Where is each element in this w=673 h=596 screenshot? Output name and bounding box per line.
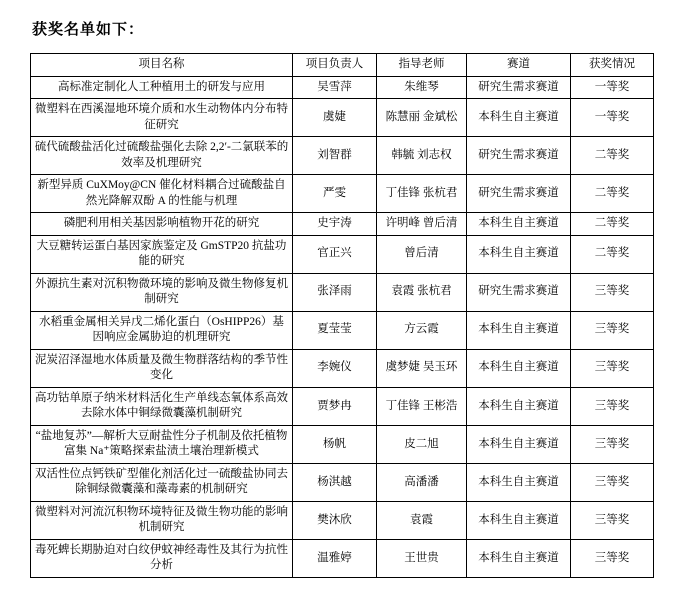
cell-track: 本科生自主赛道 [467, 501, 571, 539]
cell-leader: 严雯 [293, 175, 377, 213]
table-row [31, 463, 654, 501]
cell-teacher: 陈慧丽 金斌松 [377, 99, 467, 137]
table-row [31, 99, 654, 137]
cell-project: 高标准定制化人工种植用土的研发与应用 [31, 76, 293, 99]
cell-track: 本科生自主赛道 [467, 311, 571, 349]
cell-project: 双活性位点钙铁矿型催化剂活化过一硫酸盐协同去除铜绿微囊藻和藻毒素的机制研究 [31, 463, 293, 501]
cell-track: 本科生自主赛道 [467, 349, 571, 387]
table-header [31, 54, 654, 77]
cell-track: 本科生自主赛道 [467, 539, 571, 577]
cell-project: 毒死蜱长期胁迫对白纹伊蚊神经毒性及其行为抗性分析 [31, 539, 293, 577]
cell-prize: 三等奖 [571, 539, 654, 577]
cell-track: 本科生自主赛道 [467, 235, 571, 273]
cell-track: 本科生自主赛道 [467, 387, 571, 425]
cell-leader: 温雅婷 [293, 539, 377, 577]
cell-leader: 杨淇越 [293, 463, 377, 501]
cell-prize: 二等奖 [571, 175, 654, 213]
cell-prize: 三等奖 [571, 311, 654, 349]
cell-prize: 三等奖 [571, 425, 654, 463]
cell-prize: 二等奖 [571, 213, 654, 236]
cell-teacher: 王世贵 [377, 539, 467, 577]
table-row [31, 387, 654, 425]
cell-leader: 吴雪萍 [293, 76, 377, 99]
cell-leader: 樊沐欣 [293, 501, 377, 539]
table-row [31, 76, 654, 99]
column-header-teacher: 指导老师 [377, 54, 467, 77]
table-row [31, 349, 654, 387]
cell-project: 水稻重金属相关异戊二烯化蛋白（OsHIPP26）基因响应金属胁迫的机理研究 [31, 311, 293, 349]
cell-track: 研究生需求赛道 [467, 273, 571, 311]
cell-track: 本科生自主赛道 [467, 425, 571, 463]
cell-project: 泥炭沼泽湿地水体质量及微生物群落结构的季节性变化 [31, 349, 293, 387]
cell-teacher: 许明峰 曾后清 [377, 213, 467, 236]
table-row [31, 311, 654, 349]
table-row [31, 175, 654, 213]
cell-leader: 官正兴 [293, 235, 377, 273]
cell-teacher: 曾后清 [377, 235, 467, 273]
cell-prize: 一等奖 [571, 76, 654, 99]
cell-track: 本科生自主赛道 [467, 463, 571, 501]
cell-project: 高功钴单原子纳米材料活化生产单线态氧体系高效去除水体中铜绿微囊藻机制研究 [31, 387, 293, 425]
cell-prize: 一等奖 [571, 99, 654, 137]
cell-project: 微塑料在西溪湿地环境介质和水生动物体内分布特征研究 [31, 99, 293, 137]
cell-track: 研究生需求赛道 [467, 76, 571, 99]
table-row [31, 501, 654, 539]
cell-teacher: 韩毓 刘志权 [377, 137, 467, 175]
cell-teacher: 丁佳锋 王彬浩 [377, 387, 467, 425]
cell-project: 磷肥利用相关基因影响植物开花的研究 [31, 213, 293, 236]
cell-teacher: 丁佳锋 张杭君 [377, 175, 467, 213]
cell-leader: 史宇涛 [293, 213, 377, 236]
cell-leader: 夏莹莹 [293, 311, 377, 349]
column-header-prize: 获奖情况 [571, 54, 654, 77]
cell-track: 研究生需求赛道 [467, 175, 571, 213]
column-header-project: 项目名称 [31, 54, 293, 77]
table-row [31, 213, 654, 236]
cell-prize: 二等奖 [571, 137, 654, 175]
cell-project: 新型异质 CuXMoy@CN 催化材料耦合过硫酸盐自然光降解双酚 A 的性能与机理 [31, 175, 293, 213]
cell-teacher: 方云霞 [377, 311, 467, 349]
column-header-leader: 项目负责人 [293, 54, 377, 77]
column-header-track: 赛道 [467, 54, 571, 77]
cell-teacher: 袁霞 张杭君 [377, 273, 467, 311]
cell-teacher: 皮二旭 [377, 425, 467, 463]
table-row [31, 273, 654, 311]
cell-project: 硫代硫酸盐活化过硫酸盐强化去除 2,2′-二氯联苯的效率及机理研究 [31, 137, 293, 175]
cell-prize: 三等奖 [571, 463, 654, 501]
cell-project: 微塑料对河流沉积物环境特征及微生物功能的影响机制研究 [31, 501, 293, 539]
cell-leader: 张泽雨 [293, 273, 377, 311]
table-row [31, 137, 654, 175]
award-list-table [30, 53, 654, 578]
cell-track: 研究生需求赛道 [467, 137, 571, 175]
table-row [31, 539, 654, 577]
cell-project: 外源抗生素对沉积物微环境的影响及微生物修复机制研究 [31, 273, 293, 311]
table-body [31, 76, 654, 577]
page-title: 获奖名单如下： [32, 22, 145, 38]
cell-teacher: 虞梦婕 吴玉环 [377, 349, 467, 387]
cell-project: 大豆糖转运蛋白基因家族鉴定及 GmSTP20 抗盐功能的研究 [31, 235, 293, 273]
cell-leader: 刘智群 [293, 137, 377, 175]
cell-track: 本科生自主赛道 [467, 213, 571, 236]
cell-prize: 三等奖 [571, 349, 654, 387]
cell-teacher: 袁霞 [377, 501, 467, 539]
cell-leader: 杨帆 [293, 425, 377, 463]
cell-teacher: 高潘潘 [377, 463, 467, 501]
table-header-row [31, 54, 654, 77]
cell-prize: 三等奖 [571, 273, 654, 311]
table-row [31, 235, 654, 273]
cell-teacher: 朱维琴 [377, 76, 467, 99]
cell-leader: 虞婕 [293, 99, 377, 137]
cell-prize: 二等奖 [571, 235, 654, 273]
cell-prize: 三等奖 [571, 387, 654, 425]
cell-project: “盐地复苏”—解析大豆耐盐性分子机制及依托植物富集 Na⁺策略探索盐渍土壤治理新模式 [31, 425, 293, 463]
cell-track: 本科生自主赛道 [467, 99, 571, 137]
cell-leader: 贾梦冉 [293, 387, 377, 425]
cell-leader: 李婉仪 [293, 349, 377, 387]
table-row [31, 425, 654, 463]
cell-prize: 三等奖 [571, 501, 654, 539]
